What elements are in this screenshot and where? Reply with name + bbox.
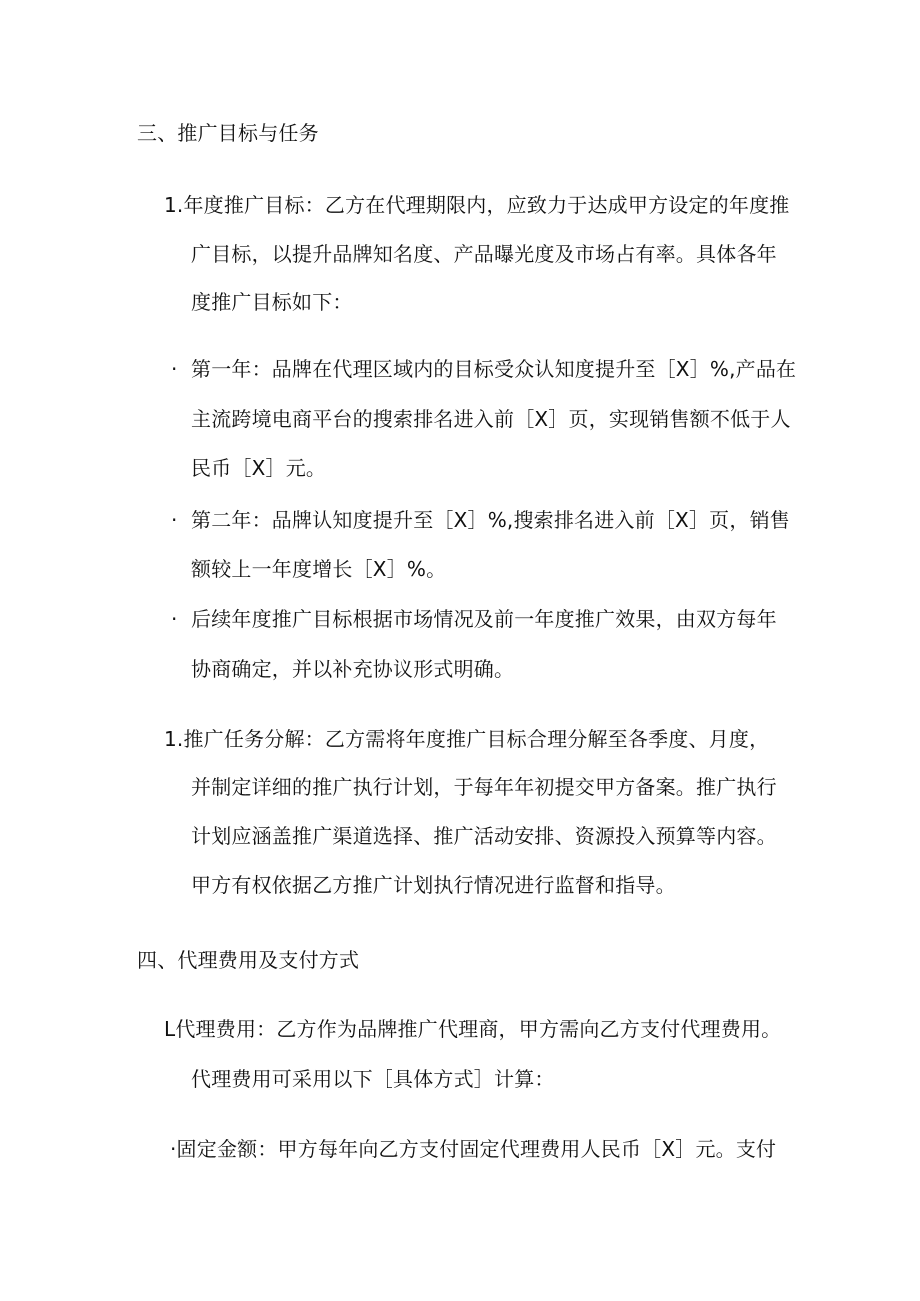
bullet-line: 后续年度推广目标根据市场情况及前一年度推广效果，由双方每年 — [191, 607, 777, 631]
paragraph-line: 并制定详细的推广执行计划，于每年年初提交甲方备案。推广执行 — [191, 775, 777, 799]
section-heading-3: 三、推广目标与任务 — [137, 121, 319, 145]
paragraph-line: L代理费用：乙方作为品牌推广代理商，甲方需向乙方支付代理费用。 — [164, 1017, 782, 1041]
bullet-marker: · — [171, 357, 178, 381]
bullet-line: ·固定金额：甲方每年向乙方支付固定代理费用人民币［X］元。支付 — [170, 1137, 777, 1161]
bullet-line: 主流跨境电商平台的搜索排名进入前［X］页，实现销售额不低于人 — [191, 407, 791, 431]
section-heading-4: 四、代理费用及支付方式 — [137, 948, 360, 972]
bullet-line: 协商确定，并以补充协议形式明确。 — [191, 657, 515, 681]
bullet-line: 第一年：品牌在代理区域内的目标受众认知度提升至［X］%,产品在 — [191, 357, 797, 381]
paragraph-line: 1.推广任务分解：乙方需将年度推广目标合理分解至各季度、月度， — [164, 727, 770, 751]
paragraph-line: 甲方有权依据乙方推广计划执行情况进行监督和指导。 — [191, 873, 676, 897]
paragraph-line: 1.年度推广目标：乙方在代理期限内，应致力于达成甲方设定的年度推 — [164, 193, 790, 217]
paragraph-line: 计划应涵盖推广渠道选择、推广活动安排、资源投入预算等内容。 — [191, 824, 777, 848]
paragraph-line: 广目标，以提升品牌知名度、产品曝光度及市场占有率。具体各年 — [191, 242, 777, 266]
bullet-line: 第二年：品牌认知度提升至［X］%,搜索排名进入前［X］页，销售 — [191, 508, 790, 532]
paragraph-line: 度推广目标如下： — [191, 290, 353, 314]
paragraph-line: 代理费用可采用以下［具体方式］计算： — [191, 1067, 555, 1091]
bullet-line: 额较上一年度增长［X］%。 — [191, 557, 447, 581]
bullet-line: 民币［X］元。 — [191, 456, 327, 480]
bullet-marker: · — [171, 607, 178, 631]
bullet-marker: · — [171, 508, 178, 532]
